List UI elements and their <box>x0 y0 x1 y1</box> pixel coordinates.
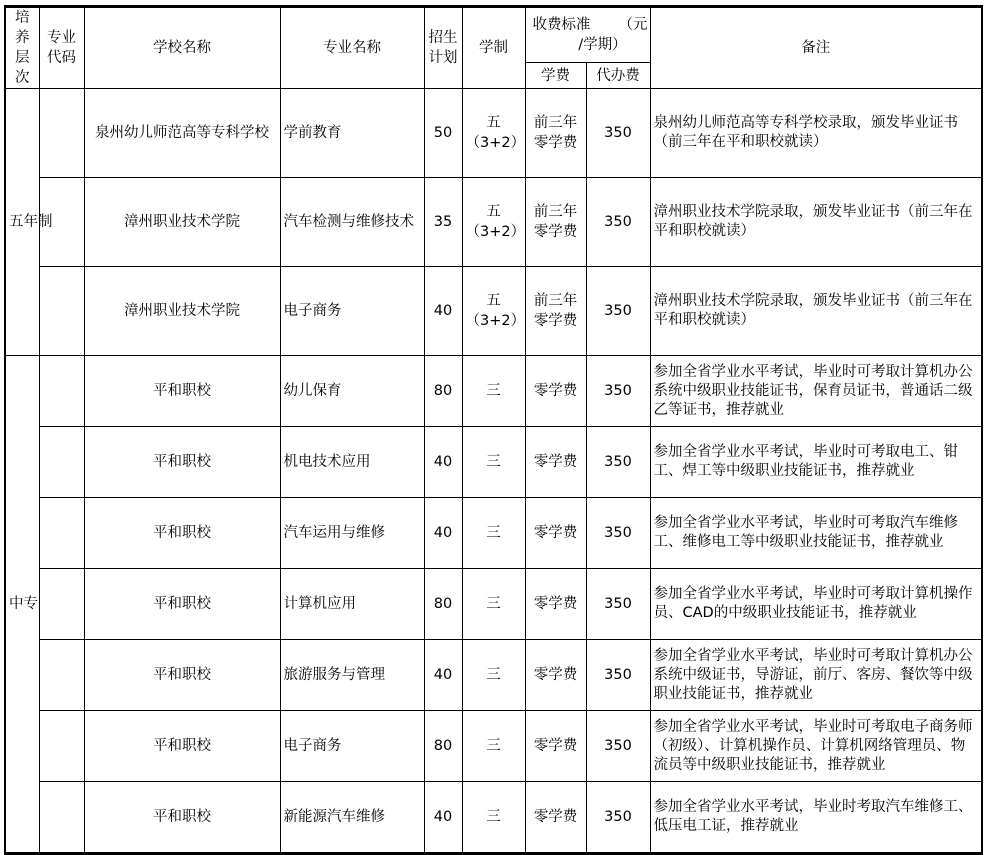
table-row <box>5 498 982 569</box>
cell-duration: 三 <box>462 569 525 640</box>
cell-remarks: 参加全省学业水平考试，毕业时可考取电子商务师（初级）、计算机操作员、计算机网络管理员、物流员等中级职业技能证书，推荐就业 <box>650 711 982 782</box>
table-body <box>5 89 982 854</box>
header-plan: 招生计划 <box>424 7 462 89</box>
cell-plan: 50 <box>424 89 462 178</box>
cell-level: 中专 <box>5 356 39 854</box>
cell-tuition: 零学费 <box>525 711 586 782</box>
cell-school: 平和职校 <box>84 427 280 498</box>
cell-plan: 40 <box>424 782 462 854</box>
header-level: 培养层次 <box>5 7 39 89</box>
cell-code <box>39 427 84 498</box>
cell-code <box>39 782 84 854</box>
cell-plan: 40 <box>424 427 462 498</box>
cell-agency-fee: 350 <box>586 711 650 782</box>
cell-tuition: 零学费 <box>525 356 586 427</box>
cell-duration: 三 <box>462 640 525 711</box>
cell-school: 平和职校 <box>84 782 280 854</box>
cell-remarks: 参加全省学业水平考试，毕业时可考取计算机办公系统中级证书，导游证，前厅、客房、餐饮等中级职业技能证书，推荐就业 <box>650 640 982 711</box>
cell-tuition: 零学费 <box>525 498 586 569</box>
cell-agency-fee: 350 <box>586 356 650 427</box>
cell-plan: 80 <box>424 569 462 640</box>
cell-major: 电子商务 <box>280 711 424 782</box>
cell-code <box>39 356 84 427</box>
header-agency-fee: 代办费 <box>586 63 650 89</box>
cell-remarks: 漳州职业技术学院录取，颁发毕业证书（前三年在平和职校就读） <box>650 267 982 356</box>
cell-plan: 40 <box>424 640 462 711</box>
cell-school: 平和职校 <box>84 711 280 782</box>
cell-duration: 三 <box>462 782 525 854</box>
header-code: 专业代码 <box>39 7 84 89</box>
cell-major: 电子商务 <box>280 267 424 356</box>
cell-tuition: 零学费 <box>525 569 586 640</box>
cell-agency-fee: 350 <box>586 89 650 178</box>
table-row <box>5 267 982 356</box>
cell-duration: 五（3+2） <box>462 267 525 356</box>
cell-major: 旅游服务与管理 <box>280 640 424 711</box>
cell-school: 平和职校 <box>84 498 280 569</box>
cell-remarks: 参加全省学业水平考试，毕业时可考取汽车维修工、维修电工等中级职业技能证书，推荐就业 <box>650 498 982 569</box>
cell-school: 泉州幼儿师范高等专科学校 <box>84 89 280 178</box>
table-row <box>5 569 982 640</box>
cell-tuition: 前三年零学费 <box>525 89 586 178</box>
cell-plan: 80 <box>424 356 462 427</box>
table-row <box>5 640 982 711</box>
header-fee-title-a: 收费标准 <box>532 17 591 34</box>
cell-school: 平和职校 <box>84 569 280 640</box>
cell-school: 平和职校 <box>84 640 280 711</box>
cell-major: 新能源汽车维修 <box>280 782 424 854</box>
cell-duration: 三 <box>462 427 525 498</box>
cell-agency-fee: 350 <box>586 498 650 569</box>
cell-code <box>39 498 84 569</box>
cell-tuition: 零学费 <box>525 640 586 711</box>
table-row <box>5 356 982 427</box>
cell-major: 汽车运用与维修 <box>280 498 424 569</box>
cell-agency-fee: 350 <box>586 569 650 640</box>
cell-remarks: 参加全省学业水平考试，毕业时可考取电工、钳工、焊工等中级职业技能证书，推荐就业 <box>650 427 982 498</box>
cell-remarks: 参加全省学业水平考试，毕业时可考取计算机办公系统中级职业技能证书，保育员证书，普通话二级乙等证书，推荐就业 <box>650 356 982 427</box>
cell-school: 平和职校 <box>84 356 280 427</box>
cell-tuition: 前三年零学费 <box>525 178 586 267</box>
cell-duration: 三 <box>462 498 525 569</box>
table-row <box>5 89 982 178</box>
cell-level: 五年制 <box>5 89 39 356</box>
table-row <box>5 782 982 854</box>
header-fee-title-b: （元 <box>618 17 648 34</box>
cell-major: 幼儿保育 <box>280 356 424 427</box>
cell-major: 计算机应用 <box>280 569 424 640</box>
cell-agency-fee: 350 <box>586 782 650 854</box>
table-row <box>5 711 982 782</box>
cell-school: 漳州职业技术学院 <box>84 178 280 267</box>
cell-remarks: 泉州幼儿师范高等专科学校录取，颁发毕业证书（前三年在平和职校就读） <box>650 89 982 178</box>
cell-duration: 五（3+2） <box>462 89 525 178</box>
cell-school: 漳州职业技术学院 <box>84 267 280 356</box>
cell-plan: 35 <box>424 178 462 267</box>
header-duration: 学制 <box>462 7 525 89</box>
header-major: 专业名称 <box>280 7 424 89</box>
cell-code <box>39 267 84 356</box>
cell-remarks: 参加全省学业水平考试，毕业时可考取计算机操作员、CAD的中级职业技能证书，推荐就业 <box>650 569 982 640</box>
cell-code <box>39 640 84 711</box>
cell-plan: 80 <box>424 711 462 782</box>
cell-major: 汽车检测与维修技术 <box>280 178 424 267</box>
cell-tuition: 前三年零学费 <box>525 267 586 356</box>
cell-agency-fee: 350 <box>586 178 650 267</box>
header-fee-title-c: /学期） <box>578 37 627 54</box>
header-tuition: 学费 <box>525 63 586 89</box>
cell-code <box>39 569 84 640</box>
cell-tuition: 零学费 <box>525 427 586 498</box>
cell-remarks: 漳州职业技术学院录取，颁发毕业证书（前三年在平和职校就读） <box>650 178 982 267</box>
cell-duration: 三 <box>462 711 525 782</box>
enrollment-table <box>4 5 983 855</box>
cell-agency-fee: 350 <box>586 427 650 498</box>
cell-agency-fee: 350 <box>586 267 650 356</box>
header-school: 学校名称 <box>84 7 280 89</box>
cell-plan: 40 <box>424 267 462 356</box>
cell-major: 机电技术应用 <box>280 427 424 498</box>
cell-major: 学前教育 <box>280 89 424 178</box>
table-row <box>5 178 982 267</box>
cell-remarks: 参加全省学业水平考试，毕业时考取汽车维修工、低压电工证，推荐就业 <box>650 782 982 854</box>
table-header-row <box>5 7 982 63</box>
cell-tuition: 零学费 <box>525 782 586 854</box>
header-remarks: 备注 <box>650 7 982 89</box>
cell-duration: 五（3+2） <box>462 178 525 267</box>
header-fee-standard <box>525 7 650 63</box>
table-row <box>5 427 982 498</box>
cell-code <box>39 89 84 178</box>
cell-code <box>39 711 84 782</box>
cell-plan: 40 <box>424 498 462 569</box>
cell-agency-fee: 350 <box>586 640 650 711</box>
cell-duration: 三 <box>462 356 525 427</box>
